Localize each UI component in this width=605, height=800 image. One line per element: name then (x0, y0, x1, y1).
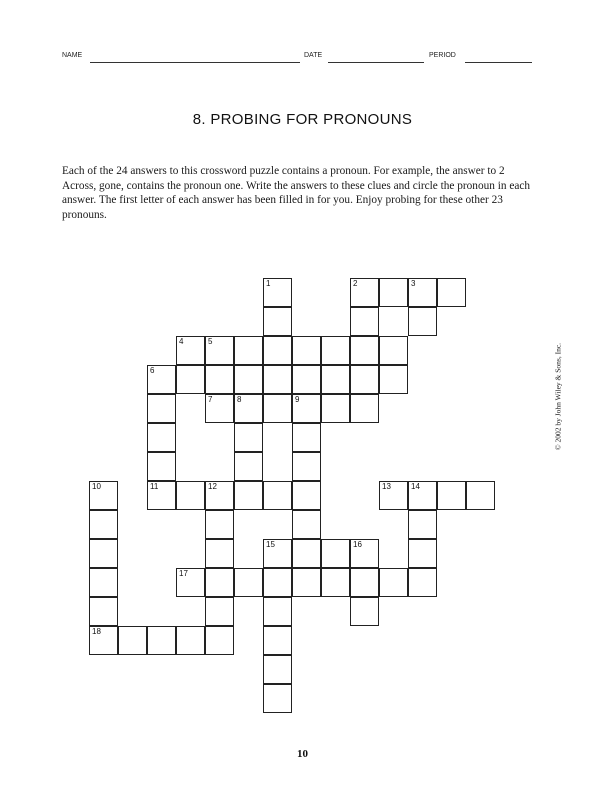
crossword-cell[interactable] (147, 452, 176, 481)
crossword-cell[interactable] (263, 481, 292, 510)
crossword-cell[interactable] (147, 365, 176, 394)
clue-number: 18 (92, 627, 101, 636)
clue-number: 5 (208, 337, 213, 346)
clue-number: 15 (266, 540, 275, 549)
crossword-cell[interactable] (350, 365, 379, 394)
crossword-cell[interactable] (350, 394, 379, 423)
crossword-cell[interactable] (234, 423, 263, 452)
crossword-cell[interactable] (379, 365, 408, 394)
crossword-cell[interactable] (176, 568, 205, 597)
crossword-cell[interactable] (118, 626, 147, 655)
crossword-cell[interactable] (350, 597, 379, 626)
crossword-cell[interactable] (234, 365, 263, 394)
crossword-cell[interactable] (263, 655, 292, 684)
crossword-cell[interactable] (292, 452, 321, 481)
crossword-cell[interactable] (408, 539, 437, 568)
crossword-cell[interactable] (379, 278, 408, 307)
crossword-cell[interactable] (234, 336, 263, 365)
crossword-cell[interactable] (205, 568, 234, 597)
crossword-cell[interactable] (147, 481, 176, 510)
crossword-cell[interactable] (205, 597, 234, 626)
clue-number: 2 (353, 279, 358, 288)
crossword-cell[interactable] (205, 539, 234, 568)
crossword-cell[interactable] (292, 539, 321, 568)
crossword-cell[interactable] (234, 481, 263, 510)
crossword-cell[interactable] (89, 626, 118, 655)
crossword-cell[interactable] (408, 510, 437, 539)
clue-number: 11 (150, 482, 159, 491)
clue-number: 7 (208, 395, 213, 404)
crossword-cell[interactable] (321, 365, 350, 394)
crossword-cell[interactable] (263, 394, 292, 423)
crossword-cell[interactable] (205, 481, 234, 510)
crossword-cell[interactable] (292, 423, 321, 452)
crossword-cell[interactable] (408, 481, 437, 510)
crossword-cell[interactable] (263, 684, 292, 713)
period-label: PERIOD (429, 52, 456, 59)
crossword-cell[interactable] (408, 568, 437, 597)
crossword-cell[interactable] (350, 278, 379, 307)
crossword-cell[interactable] (263, 278, 292, 307)
crossword-cell[interactable] (176, 626, 205, 655)
clue-number: 10 (92, 482, 101, 491)
crossword-cell[interactable] (263, 307, 292, 336)
crossword-cell[interactable] (205, 510, 234, 539)
clue-number: 3 (411, 279, 416, 288)
crossword-cell[interactable] (89, 597, 118, 626)
name-label: NAME (62, 52, 83, 59)
crossword-cell[interactable] (89, 568, 118, 597)
crossword-cell[interactable] (147, 626, 176, 655)
crossword-cell[interactable] (263, 336, 292, 365)
crossword-cell[interactable] (234, 568, 263, 597)
crossword-cell[interactable] (205, 336, 234, 365)
clue-number: 12 (208, 482, 217, 491)
crossword-cell[interactable] (292, 336, 321, 365)
crossword-cell[interactable] (292, 394, 321, 423)
crossword-cell[interactable] (321, 539, 350, 568)
clue-number: 9 (295, 395, 300, 404)
crossword-cell[interactable] (437, 481, 466, 510)
clue-number: 8 (237, 395, 242, 404)
crossword-cell[interactable] (321, 394, 350, 423)
crossword-cell[interactable] (350, 307, 379, 336)
crossword-cell[interactable] (234, 394, 263, 423)
crossword-cell[interactable] (263, 626, 292, 655)
crossword-cell[interactable] (263, 597, 292, 626)
crossword-cell[interactable] (176, 481, 205, 510)
crossword-cell[interactable] (205, 626, 234, 655)
crossword-cell[interactable] (292, 481, 321, 510)
crossword-cell[interactable] (292, 568, 321, 597)
crossword-cell[interactable] (379, 568, 408, 597)
crossword-cell[interactable] (205, 365, 234, 394)
clue-number: 16 (353, 540, 362, 549)
crossword-cell[interactable] (89, 539, 118, 568)
crossword-cell[interactable] (147, 423, 176, 452)
crossword-cell[interactable] (321, 568, 350, 597)
crossword-cell[interactable] (466, 481, 495, 510)
crossword-cell[interactable] (437, 278, 466, 307)
crossword-cell[interactable] (408, 307, 437, 336)
crossword-cell[interactable] (379, 336, 408, 365)
crossword-cell[interactable] (292, 510, 321, 539)
crossword-cell[interactable] (147, 394, 176, 423)
clue-number: 4 (179, 337, 184, 346)
crossword-cell[interactable] (321, 336, 350, 365)
crossword-cell[interactable] (292, 365, 321, 394)
crossword-cell[interactable] (89, 481, 118, 510)
crossword-cell[interactable] (263, 365, 292, 394)
crossword-cell[interactable] (350, 336, 379, 365)
crossword-cell[interactable] (408, 278, 437, 307)
crossword-cell[interactable] (350, 568, 379, 597)
crossword-cell[interactable] (234, 452, 263, 481)
clue-number: 6 (150, 366, 155, 375)
instructions-paragraph: Each of the 24 answers to this crossword puzzle contains a pronoun. For example, the answer to 2 Across, gone, contains the pronoun one. Write the answers to these clues and circle the pronoun in each answer. The first letter of each answer has been filled in for you. Enjoy probing for these other 23 pronouns. (62, 165, 531, 221)
crossword-cell[interactable] (350, 539, 379, 568)
crossword-cell[interactable] (379, 481, 408, 510)
crossword-cell[interactable] (89, 510, 118, 539)
page-title: 8. PROBING FOR PRONOUNS (192, 111, 413, 128)
clue-number: 13 (382, 482, 391, 491)
crossword-cell[interactable] (263, 568, 292, 597)
clue-number: 14 (411, 482, 420, 491)
clue-number: 17 (179, 569, 188, 578)
page-number: 10 (297, 748, 308, 760)
crossword-cell[interactable] (263, 539, 292, 568)
crossword-cell[interactable] (176, 336, 205, 365)
crossword-cell[interactable] (176, 365, 205, 394)
crossword-cell[interactable] (205, 394, 234, 423)
clue-number: 1 (266, 279, 271, 288)
date-label: DATE (304, 52, 323, 59)
